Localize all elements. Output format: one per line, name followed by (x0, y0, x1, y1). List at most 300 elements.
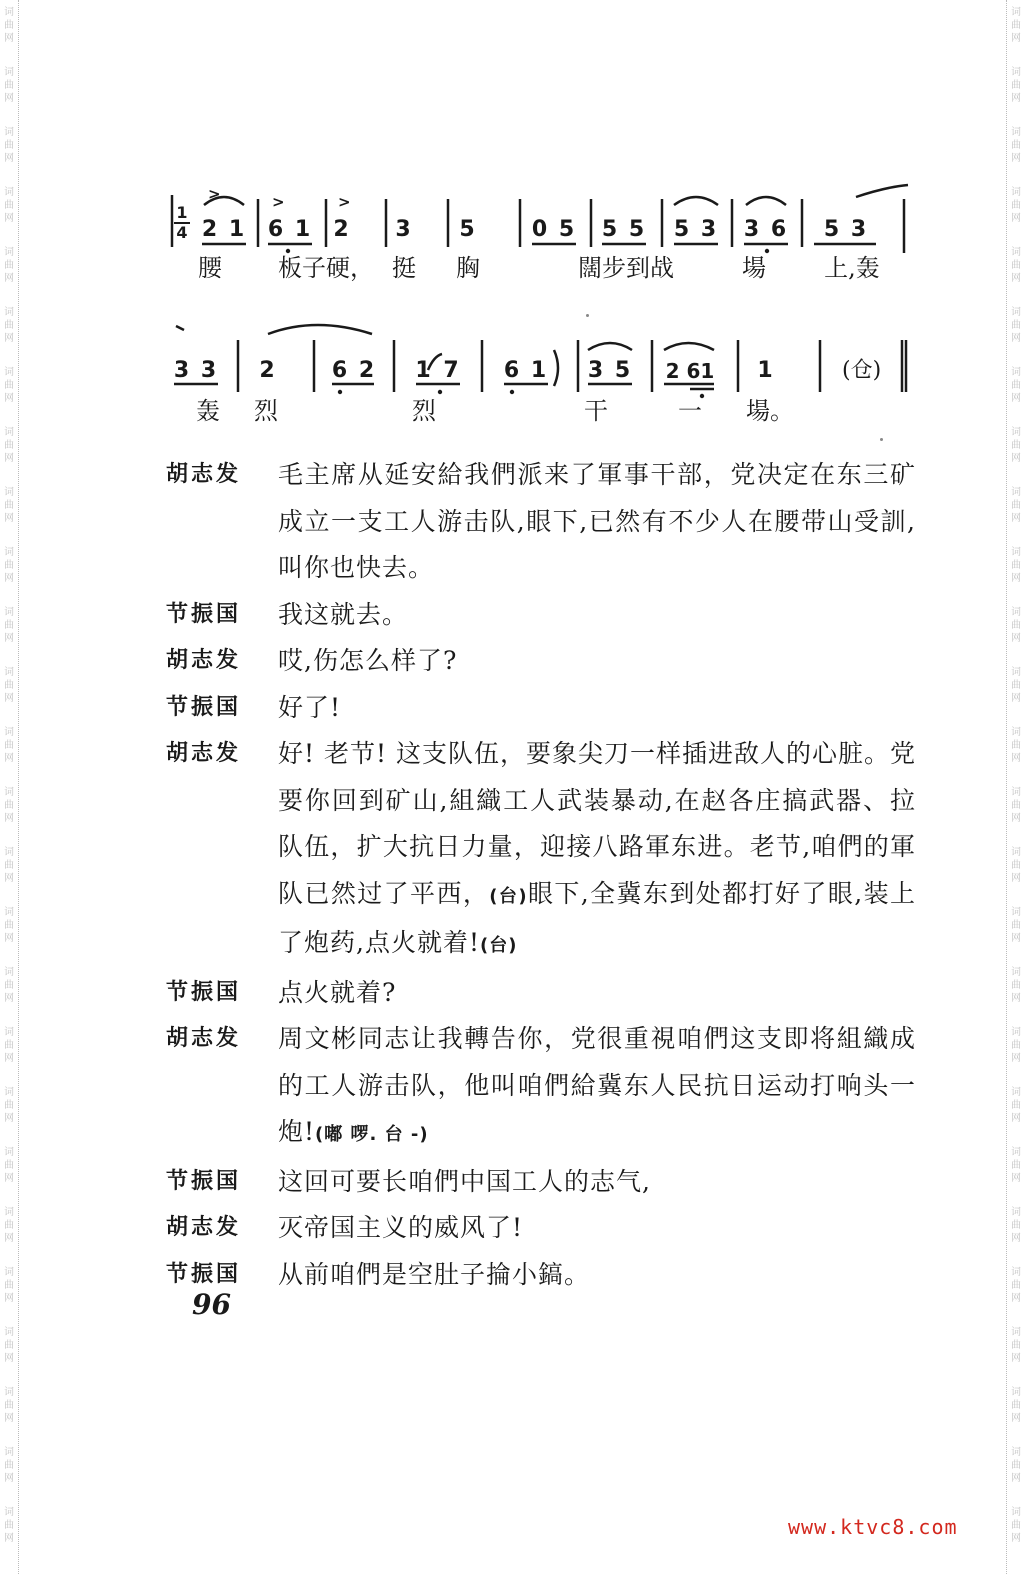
speaker-name: 胡志发 (166, 1026, 242, 1051)
watermark-char: 网 (1011, 693, 1021, 704)
watermark-char: 曲 (4, 680, 14, 691)
watermark-char: 曲 (4, 80, 14, 91)
watermark-char: 曲 (1011, 440, 1021, 451)
octave-dot (338, 390, 342, 394)
score-line-2 (166, 320, 912, 430)
dialogue-row (166, 452, 916, 592)
left-watermark-strip (0, 0, 20, 1574)
watermark-glyphs (1009, 906, 1023, 966)
watermark-glyphs (2, 606, 16, 666)
watermark-char: 网 (4, 1173, 14, 1184)
watermark-char: 词 (4, 247, 14, 258)
watermark-char: 词 (4, 1087, 14, 1098)
watermark-char: 曲 (4, 140, 14, 151)
watermark-char: 词 (1011, 1027, 1021, 1038)
watermark-glyphs (2, 1386, 16, 1446)
watermark-char: 曲 (4, 440, 14, 451)
watermark-char: 网 (1011, 753, 1021, 764)
note-group: 0 5 (531, 217, 577, 242)
watermark-glyphs (2, 6, 16, 66)
dialogue-row (166, 592, 916, 639)
lyric: 烈 (254, 397, 278, 425)
lyric: 轰 (196, 397, 220, 425)
watermark-char: 曲 (1011, 920, 1021, 931)
watermark-glyphs (2, 546, 16, 606)
speech-segment: 周文彬同志让我轉告你，党很重視咱們这支即将組織成的工人游击队，他叫咱們給冀东人民抗日运动打响头一炮! (278, 1024, 916, 1146)
watermark-char: 词 (1011, 427, 1021, 438)
watermark-char: 网 (1011, 873, 1021, 884)
percussion-cue: (台) (480, 935, 518, 956)
watermark-char: 网 (4, 633, 14, 644)
watermark-char: 词 (1011, 907, 1021, 918)
lyric: 上,轰 (824, 254, 880, 282)
watermark-char: 词 (4, 7, 14, 18)
watermark-char: 网 (4, 693, 14, 704)
watermark-char: 曲 (4, 1160, 14, 1171)
watermark-char: 网 (4, 273, 14, 284)
watermark-char: 词 (1011, 367, 1021, 378)
site-watermark: www.ktvc8.com (788, 1515, 958, 1539)
watermark-char: 词 (4, 307, 14, 318)
watermark-char: 曲 (1011, 980, 1021, 991)
watermark-glyphs (1009, 726, 1023, 786)
watermark-char: 网 (1011, 1053, 1021, 1064)
speaker-name: 胡志发 (166, 462, 242, 487)
watermark-char: 曲 (4, 200, 14, 211)
watermark-char: 曲 (4, 380, 14, 391)
watermark-char: 曲 (1011, 1460, 1021, 1471)
watermark-char: 词 (1011, 1387, 1021, 1398)
watermark-char: 网 (1011, 1113, 1021, 1124)
watermark-char: 词 (4, 1027, 14, 1038)
watermark-char: 词 (1011, 1507, 1021, 1518)
watermark-char: 网 (4, 1053, 14, 1064)
watermark-char: 网 (4, 153, 14, 164)
speech-text: 哎,伤怎么样了? (278, 646, 458, 675)
watermark-glyphs (2, 486, 16, 546)
note-group: 3 3 (173, 358, 219, 383)
watermark-char: 曲 (4, 800, 14, 811)
note-group: 2 (333, 217, 351, 242)
watermark-char: 曲 (4, 740, 14, 751)
watermark-char: 词 (1011, 967, 1021, 978)
watermark-char: 词 (4, 967, 14, 978)
watermark-char: 词 (4, 127, 14, 138)
watermark-stack (1009, 6, 1023, 1566)
watermark-char: 网 (1011, 213, 1021, 224)
watermark-char: 曲 (1011, 1400, 1021, 1411)
note-group: 6 1 (503, 358, 549, 383)
note-group: 3 6 (743, 217, 789, 242)
note-group: 5 3 (673, 217, 719, 242)
watermark-char: 网 (4, 1113, 14, 1124)
speech-text: 灭帝国主义的威风了! (278, 1213, 524, 1242)
watermark-char: 词 (4, 1147, 14, 1158)
time-signature-bottom: 4 (176, 223, 188, 242)
watermark-char: 曲 (1011, 1040, 1021, 1051)
speaker-name: 节振国 (166, 979, 242, 1005)
watermark-char: 曲 (1011, 380, 1021, 391)
watermark-char: 词 (4, 1327, 14, 1338)
watermark-char: 曲 (4, 1040, 14, 1051)
speech-segment: 好! 老节! 这支队伍，要象尖刀一样插进敌人的心脏。党要你回到矿山,組織工人武装暴动,在赵各庄搞武器、拉队伍，扩大抗日力量，迎接八路軍东进。老节,咱們的軍队已然过了平西， (278, 739, 916, 908)
watermark-char: 词 (1011, 1267, 1021, 1278)
watermark-glyphs (1009, 246, 1023, 306)
speech-segment: 眼下,全冀东到处都打好了眼,装上了炮药,点火就着! (278, 878, 916, 957)
watermark-glyphs (1009, 1026, 1023, 1086)
watermark-char: 曲 (1011, 860, 1021, 871)
slur (856, 185, 908, 197)
speech-text: 好了! (278, 692, 342, 722)
lyric: 腰 (198, 254, 222, 282)
watermark-char: 曲 (4, 980, 14, 991)
watermark-char: 曲 (1011, 680, 1021, 691)
watermark-char: 曲 (1011, 1220, 1021, 1231)
watermark-glyphs (2, 426, 16, 486)
watermark-char: 网 (1011, 633, 1021, 644)
lyric: 挺 (392, 254, 416, 282)
watermark-char: 网 (1011, 1173, 1021, 1184)
watermark-char: 网 (4, 1533, 14, 1544)
watermark-char: 曲 (1011, 140, 1021, 151)
watermark-char: 网 (4, 33, 14, 44)
note-group: 5 3 (823, 217, 869, 242)
accent-mark: > (272, 193, 285, 211)
lyric: 烈 (412, 397, 436, 425)
dialogue-row (166, 1252, 916, 1299)
dialogue-row (166, 970, 916, 1017)
watermark-char: 词 (4, 727, 14, 738)
watermark-glyphs (1009, 666, 1023, 726)
percussion-cue: (嘟 啰. 台 -) (315, 1124, 429, 1145)
watermark-char: 网 (1011, 993, 1021, 1004)
watermark-char: 曲 (4, 320, 14, 331)
note-group: 5 5 (601, 217, 647, 242)
note-group: 2 1 (201, 217, 247, 242)
speaker-name: 胡志发 (166, 741, 242, 766)
watermark-glyphs (1009, 1446, 1023, 1506)
watermark-char: 词 (1011, 307, 1021, 318)
watermark-glyphs (2, 186, 16, 246)
watermark-char: 曲 (4, 860, 14, 871)
watermark-char: 词 (1011, 67, 1021, 78)
page-edge-line (1006, 0, 1007, 1574)
watermark-char: 网 (1011, 813, 1021, 824)
watermark-char: 词 (4, 847, 14, 858)
speaker-name: 节振国 (166, 694, 242, 720)
watermark-char: 词 (4, 1387, 14, 1398)
watermark-char: 曲 (1011, 320, 1021, 331)
watermark-char: 网 (4, 933, 14, 944)
watermark-glyphs (2, 366, 16, 426)
watermark-char: 网 (1011, 1413, 1021, 1424)
dialogue-row (166, 685, 916, 732)
note-group: 2 (259, 358, 277, 383)
watermark-glyphs (2, 846, 16, 906)
note-group: 7 (443, 358, 461, 383)
watermark-char: 词 (4, 907, 14, 918)
watermark-glyphs (1009, 6, 1023, 66)
dialogue-row (166, 731, 916, 970)
watermark-char: 网 (4, 573, 14, 584)
watermark-char: 词 (1011, 1147, 1021, 1158)
watermark-char: 曲 (4, 500, 14, 511)
watermark-glyphs (2, 1506, 16, 1566)
watermark-char: 网 (4, 513, 14, 524)
octave-dot (438, 390, 442, 394)
watermark-char: 网 (1011, 513, 1021, 524)
watermark-glyphs (2, 306, 16, 366)
watermark-glyphs (2, 966, 16, 1026)
watermark-glyphs (1009, 1206, 1023, 1266)
watermark-char: 曲 (1011, 500, 1021, 511)
watermark-glyphs (2, 1146, 16, 1206)
percussion-cue: (仓) (842, 358, 882, 383)
lyric: 干 (584, 397, 608, 425)
watermark-char: 词 (4, 427, 14, 438)
watermark-glyphs (2, 246, 16, 306)
watermark-char: 曲 (4, 920, 14, 931)
watermark-char: 词 (1011, 787, 1021, 798)
watermark-glyphs (1009, 546, 1023, 606)
watermark-char: 曲 (4, 1280, 14, 1291)
watermark-char: 词 (1011, 1327, 1021, 1338)
watermark-char: 网 (1011, 153, 1021, 164)
watermark-glyphs (2, 666, 16, 726)
watermark-glyphs (2, 1206, 16, 1266)
watermark-char: 网 (4, 753, 14, 764)
scan-speck (880, 438, 883, 441)
watermark-glyphs (1009, 1266, 1023, 1326)
watermark-char: 网 (4, 1233, 14, 1244)
watermark-char: 词 (4, 367, 14, 378)
watermark-glyphs (2, 1266, 16, 1326)
watermark-char: 网 (1011, 333, 1021, 344)
watermark-char: 曲 (1011, 800, 1021, 811)
accent-mark: > (208, 185, 221, 203)
watermark-char: 曲 (4, 20, 14, 31)
watermark-glyphs (2, 66, 16, 126)
time-signature-top: 1 (176, 203, 188, 222)
page-edge-line (18, 0, 19, 1574)
watermark-char: 曲 (1011, 260, 1021, 271)
watermark-char: 曲 (1011, 1280, 1021, 1291)
watermark-char: 曲 (1011, 1340, 1021, 1351)
watermark-char: 曲 (1011, 1520, 1021, 1531)
watermark-glyphs (2, 1446, 16, 1506)
watermark-char: 网 (1011, 93, 1021, 104)
speech-text: 从前咱們是空肚子掄小鎬。 (278, 1259, 591, 1289)
watermark-char: 网 (1011, 1533, 1021, 1544)
score-line-2-notes (166, 356, 912, 386)
watermark-char: 曲 (4, 560, 14, 571)
watermark-glyphs (1009, 426, 1023, 486)
watermark-glyphs (1009, 1086, 1023, 1146)
lyric: 板子硬， (278, 254, 374, 282)
lyric: 場 (742, 254, 766, 282)
watermark-char: 网 (4, 93, 14, 104)
watermark-glyphs (1009, 1146, 1023, 1206)
lyric: 場。 (746, 397, 794, 425)
right-watermark-strip (1004, 0, 1024, 1574)
watermark-char: 词 (4, 787, 14, 798)
watermark-char: 词 (1011, 847, 1021, 858)
score-line-1 (166, 185, 912, 285)
watermark-char: 词 (1011, 127, 1021, 138)
slur (588, 343, 632, 350)
watermark-char: 网 (1011, 933, 1021, 944)
note-group: 2 61 (665, 359, 715, 383)
watermark-char: 词 (1011, 7, 1021, 18)
watermark-char: 网 (1011, 1473, 1021, 1484)
speech-text: 这回可要长咱們中国工人的志气, (278, 1166, 651, 1196)
watermark-char: 网 (1011, 453, 1021, 464)
watermark-char: 曲 (1011, 200, 1021, 211)
slur (674, 197, 718, 205)
watermark-char: 网 (4, 813, 14, 824)
watermark-glyphs (1009, 966, 1023, 1026)
watermark-char: 网 (1011, 393, 1021, 404)
watermark-char: 词 (4, 1507, 14, 1518)
watermark-char: 词 (4, 1447, 14, 1458)
speaker-name: 胡志发 (166, 1215, 242, 1240)
watermark-char: 词 (4, 547, 14, 558)
watermark-char: 词 (1011, 547, 1021, 558)
watermark-char: 词 (1011, 247, 1021, 258)
watermark-char: 曲 (4, 260, 14, 271)
scan-speck (586, 314, 589, 317)
note-group: 3 (395, 217, 413, 242)
watermark-char: 词 (1011, 487, 1021, 498)
watermark-glyphs (2, 126, 16, 186)
speech-text: 点火就着? (278, 977, 397, 1007)
watermark-char: 网 (1011, 573, 1021, 584)
watermark-char: 曲 (1011, 80, 1021, 91)
note-group: 1 (415, 358, 433, 383)
watermark-char: 网 (4, 1413, 14, 1424)
watermark-char: 词 (1011, 667, 1021, 678)
speech-text: 我这就去。 (278, 599, 409, 629)
lyric: 闊步到战 (578, 254, 674, 282)
watermark-char: 网 (1011, 33, 1021, 44)
page-number: 96 (192, 1288, 231, 1321)
note-group: 3 5 (587, 358, 633, 383)
watermark-char: 曲 (4, 1460, 14, 1471)
watermark-char: 网 (4, 453, 14, 464)
watermark-glyphs (1009, 1386, 1023, 1446)
watermark-char: 曲 (1011, 1100, 1021, 1111)
watermark-glyphs (2, 1326, 16, 1386)
watermark-char: 网 (4, 333, 14, 344)
speaker-name: 节振国 (166, 1261, 242, 1287)
note-group: 6 2 (331, 358, 377, 383)
watermark-char: 曲 (1011, 1160, 1021, 1171)
watermark-char: 网 (4, 213, 14, 224)
percussion-cue: (台) (489, 885, 528, 907)
note-group: 1 (757, 358, 775, 383)
watermark-glyphs (1009, 306, 1023, 366)
speaker-name: 胡志发 (166, 648, 242, 673)
watermark-char: 词 (1011, 607, 1021, 618)
watermark-char: 词 (1011, 727, 1021, 738)
watermark-char: 词 (4, 667, 14, 678)
watermark-stack (2, 6, 16, 1566)
watermark-char: 网 (4, 1353, 14, 1364)
accent-mark: > (338, 193, 351, 211)
watermark-char: 词 (1011, 1447, 1021, 1458)
watermark-char: 词 (4, 1207, 14, 1218)
speech-text (278, 1016, 916, 1159)
watermark-char: 词 (4, 487, 14, 498)
slur (176, 326, 184, 330)
watermark-glyphs (1009, 66, 1023, 126)
watermark-char: 词 (1011, 1087, 1021, 1098)
watermark-char: 词 (4, 187, 14, 198)
watermark-char: 曲 (4, 620, 14, 631)
note-group: 6 1 (267, 217, 313, 242)
watermark-char: 网 (4, 873, 14, 884)
slur (664, 343, 714, 350)
watermark-char: 网 (4, 1293, 14, 1304)
watermark-glyphs (1009, 846, 1023, 906)
watermark-glyphs (1009, 186, 1023, 246)
watermark-char: 网 (4, 393, 14, 404)
watermark-char: 网 (4, 993, 14, 1004)
watermark-glyphs (1009, 1326, 1023, 1386)
watermark-char: 词 (4, 607, 14, 618)
watermark-char: 网 (1011, 1233, 1021, 1244)
watermark-char: 网 (4, 1473, 14, 1484)
note-group: 5 (459, 217, 477, 242)
watermark-glyphs (2, 906, 16, 966)
octave-dot (510, 390, 514, 394)
watermark-char: 曲 (4, 1220, 14, 1231)
speech-text: 毛主席从延安給我們派来了軍事干部，党决定在东三矿成立一支工人游击队,眼下,已然有不少人在腰带山受訓,叫你也快去。 (278, 460, 916, 582)
watermark-glyphs (2, 726, 16, 786)
watermark-char: 曲 (4, 1520, 14, 1531)
dialogue-row (166, 1016, 916, 1159)
watermark-char: 曲 (1011, 20, 1021, 31)
watermark-char: 曲 (1011, 620, 1021, 631)
slur (268, 325, 372, 334)
watermark-char: 曲 (4, 1340, 14, 1351)
watermark-char: 曲 (1011, 560, 1021, 571)
watermark-char: 网 (1011, 1293, 1021, 1304)
watermark-glyphs (1009, 366, 1023, 426)
watermark-glyphs (2, 1086, 16, 1146)
score-line-1-notes (166, 215, 912, 245)
watermark-char: 曲 (4, 1400, 14, 1411)
watermark-char: 网 (1011, 1353, 1021, 1364)
watermark-char: 网 (1011, 273, 1021, 284)
watermark-glyphs (1009, 1506, 1023, 1566)
watermark-glyphs (1009, 786, 1023, 846)
watermark-glyphs (2, 786, 16, 846)
dialogue-row (166, 1159, 916, 1206)
watermark-glyphs (1009, 486, 1023, 546)
watermark-char: 词 (1011, 1207, 1021, 1218)
watermark-glyphs (1009, 606, 1023, 666)
dialogue-row (166, 1205, 916, 1252)
speaker-name: 节振国 (166, 1168, 242, 1194)
speech-text (278, 731, 916, 970)
watermark-glyphs (2, 1026, 16, 1086)
slur (746, 197, 786, 205)
watermark-glyphs (1009, 126, 1023, 186)
watermark-char: 曲 (1011, 740, 1021, 751)
watermark-char: 词 (4, 67, 14, 78)
speaker-name: 节振国 (166, 601, 242, 627)
